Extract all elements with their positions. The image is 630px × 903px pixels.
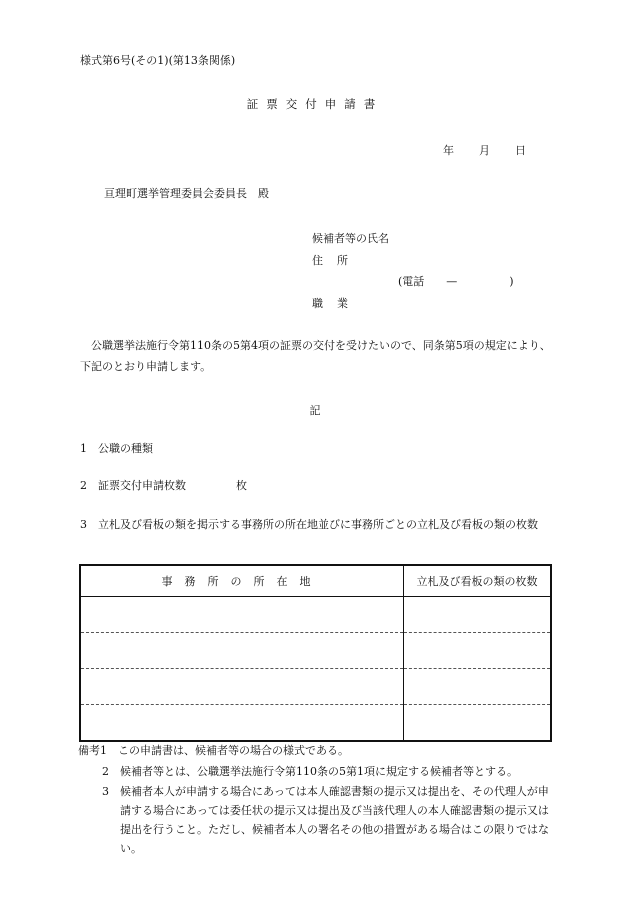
item-unit: 枚: [236, 479, 247, 492]
item-label: 公職の種類: [98, 442, 153, 455]
form-number: 様式第6号(その1)(第13条関係): [80, 54, 236, 67]
sign-count-cell[interactable]: [404, 597, 552, 633]
applicant-name-label: 候補者等の氏名: [312, 232, 389, 245]
sign-count-cell[interactable]: [404, 705, 552, 742]
job-label-part2: 業: [337, 297, 348, 310]
document-title: 証票交付申請書: [246, 97, 384, 111]
remarks-note-1: [78, 742, 349, 758]
remarks-note-3: [102, 782, 552, 858]
remark-text: この申請書は、候補者等の場合の様式である。: [118, 744, 349, 757]
phone-open: (電話: [398, 275, 425, 288]
address-label-part2: 所: [337, 254, 348, 267]
ki-heading: 記: [309, 404, 321, 417]
office-location-cell[interactable]: [80, 633, 404, 669]
note-number: 3: [102, 785, 109, 798]
applicant-job-label: [312, 295, 348, 311]
applicant-address-label: [312, 252, 348, 268]
office-location-header: 事務所の所在地: [80, 565, 404, 597]
addressee: 亘理町選挙管理委員会委員長 殿: [104, 187, 269, 200]
table-row: [80, 633, 551, 669]
table-row: [80, 669, 551, 705]
table-row: [80, 597, 551, 633]
item-number: 1: [80, 442, 87, 455]
remark-text: 候補者本人が申請する場合にあっては本人確認書類の提示又は提出を、その代理人が申請する場合にあっては委任状の提示又は提出及び当該代理人の本人確認書類の提示又は提出を行うこと。ただし、候補者本人の署名その他の措置がある場合はこの限りではない。: [120, 785, 549, 855]
item-certificate-count: [80, 477, 247, 493]
date-month-label: 月: [479, 144, 490, 157]
date-year-label: 年: [443, 144, 454, 157]
office-location-cell[interactable]: [80, 669, 404, 705]
phone-dash: —: [446, 275, 458, 288]
date-day-label: 日: [515, 144, 526, 157]
job-label-part1: 職: [312, 297, 323, 310]
sign-count-cell[interactable]: [404, 669, 552, 705]
item-office-type: [80, 440, 153, 456]
address-label-part1: 住: [312, 254, 323, 267]
item-label: 証票交付申請枚数: [98, 479, 186, 492]
remarks-label: 備考1: [78, 744, 107, 757]
note-number: 2: [102, 765, 109, 778]
item-office-locations: [80, 515, 560, 535]
remarks-note-2: [102, 763, 518, 779]
office-location-cell[interactable]: [80, 705, 404, 742]
applicant-phone-line: [398, 273, 514, 289]
office-table: [79, 564, 552, 742]
item-number: 3: [80, 518, 87, 531]
request-body-text: 公職選挙法施行令第110条の5第4項の証票の交付を受けたいので、同条第5項の規定により、下記のとおり申請します。: [80, 339, 551, 373]
sign-count-cell[interactable]: [404, 633, 552, 669]
table-row: [80, 705, 551, 742]
date-line: [443, 142, 526, 158]
phone-close: ): [509, 275, 514, 288]
sign-count-header: 立札及び看板の類の枚数: [404, 565, 552, 597]
item-label: 立札及び看板の類を掲示する事務所の所在地並びに事務所ごとの立札及び看板の類の枚数: [98, 518, 538, 531]
office-location-cell[interactable]: [80, 597, 404, 633]
item-number: 2: [80, 479, 87, 492]
remark-text: 候補者等とは、公職選挙法施行令第110条の5第1項に規定する候補者等とする。: [120, 765, 518, 778]
